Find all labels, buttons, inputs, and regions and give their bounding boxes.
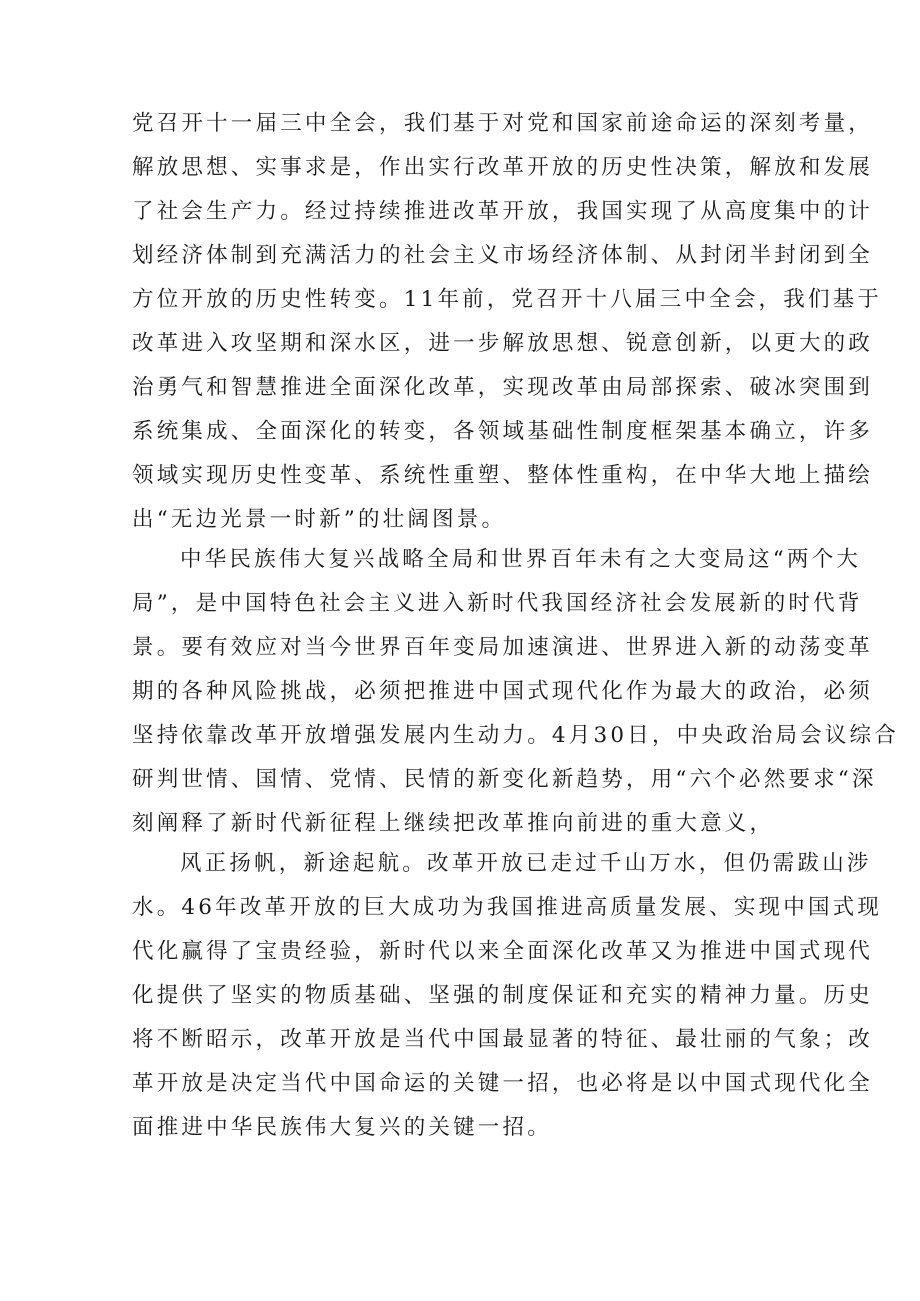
text-line: 革开放是决定当代中国命运的关键一招，也必将是以中国式现代化全 <box>132 1071 874 1096</box>
text-line: 解放思想、实事求是，作出实行改革开放的历史性决策，解放和发展 <box>132 155 874 180</box>
text-line: 化提供了坚实的物质基础、坚强的制度保证和充实的精神力量。历史 <box>132 983 874 1008</box>
paragraph-3 <box>132 842 883 1150</box>
text-line: 方位开放的历史性转变。11年前，党召开十八届三中全会，我们基于 <box>132 287 883 312</box>
text-line: 研判世情、国情、党情、民情的新变化新趋势，用“六个必然要求“深 <box>132 767 877 792</box>
paragraph-2 <box>132 538 899 846</box>
text-line: 了社会生产力。经过持续推进改革开放，我国实现了从高度集中的计 <box>132 199 874 224</box>
text-line: 划经济体制到充满活力的社会主义市场经济体制、从封闭半封闭到全 <box>132 243 874 268</box>
text-line: 治勇气和智慧推进全面深化改革，实现改革由局部探索、破冰突围到 <box>132 375 874 400</box>
text-line-first <box>132 842 872 886</box>
text-line-first <box>132 538 862 582</box>
text-line-content: 风正扬帆，新途起航。改革开放已走过千山万水，但仍需跋山涉 <box>180 851 872 876</box>
text-line: 坚持依靠改革开放增强发展内生动力。4月30日，中央政治局会议综合 <box>132 723 899 748</box>
text-line: 刻阐释了新时代新征程上继续把改革推向前进的重大意义， <box>132 811 775 836</box>
text-line: 出“无边光景一时新”的壮阔图景。 <box>132 507 507 532</box>
text-line: 代化赢得了宝贵经验，新时代以来全面深化改革又为推进中国式现代 <box>132 939 874 964</box>
text-line: 水。46年改革开放的巨大成功为我国推进高质量发展、实现中国式现 <box>132 895 883 920</box>
text-line: 改革进入攻坚期和深水区，进一步解放思想、锐意创新，以更大的政 <box>132 331 874 356</box>
text-line-content: 中华民族伟大复兴战略全局和世界百年未有之大变局这“两个大 <box>180 547 862 572</box>
text-line: 景。要有效应对当今世界百年变局加速演进、世界进入新的动荡变革 <box>132 635 874 660</box>
text-line: 期的各种风险挑战，必须把推进中国式现代化作为最大的政治，必须 <box>132 679 874 704</box>
text-line: 面推进中华民族伟大复兴的关键一招。 <box>132 1115 552 1140</box>
paragraph-1 <box>132 102 883 542</box>
text-line: 党召开十一届三中全会，我们基于对党和国家前途命运的深刻考量， <box>132 111 874 136</box>
text-line: 系统集成、全面深化的转变，各领域基础性制度框架基本确立，许多 <box>132 419 874 444</box>
text-line: 领域实现历史性变革、系统性重塑、整体性重构，在中华大地上描绘 <box>132 463 874 488</box>
text-line: 局”，是中国特色社会主义进入新时代我国经济社会发展新的时代背 <box>132 591 863 616</box>
text-line: 将不断昭示，改革开放是当代中国最显著的特征、最壮丽的气象；改 <box>132 1027 874 1052</box>
